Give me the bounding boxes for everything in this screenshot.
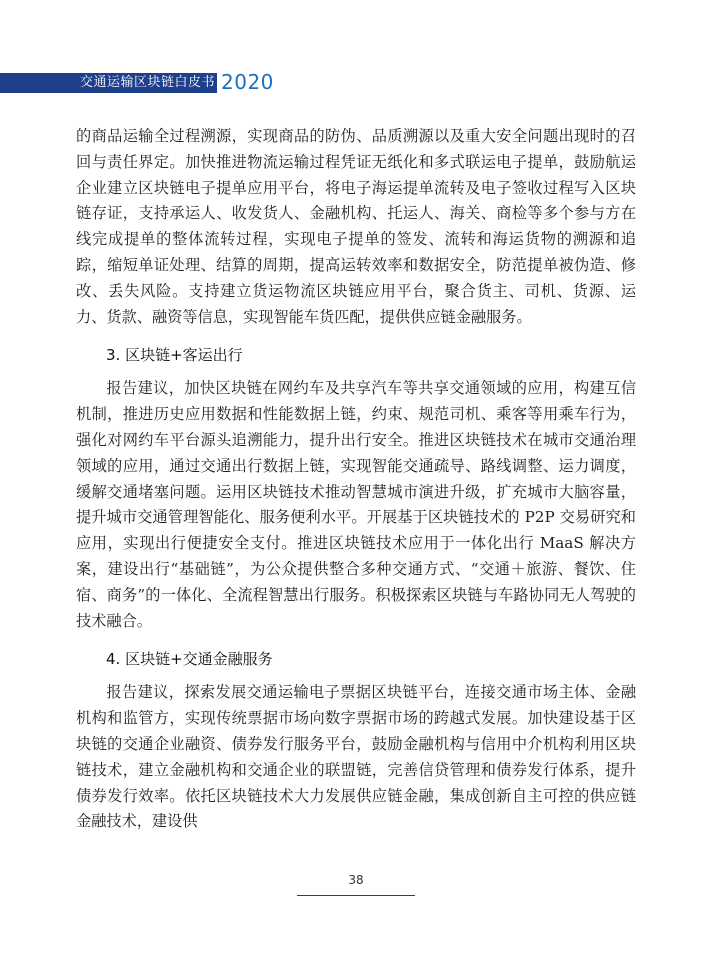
header-title: 交通运输区块链白皮书 [80, 75, 216, 90]
body-paragraph-3: 报告建议，探索发展交通运输电子票据区块链平台，连接交通市场主体、金融机构和监管方，实现传统票据市场向数字票据市场的跨越式发展。加快建设基于区块链的交通企业融资、债券发行服务平台，鼓励金融机构与信用中介机构利用区块链技术，建立金融机构和交通企业的联盟链，完善信贷管理和债券发行体系，提升债券发行效率。依托区块链技术大力发展供应链金融，集成创新自主可控的供应链金融技术，建设供 [76, 683, 636, 831]
page-number: 38 [348, 873, 364, 887]
body-paragraph-1: 的商品运输全过程溯源，实现商品的防伪、品质溯源以及重大安全问题出现时的召回与责任界定。加快推进物流运输过程凭证无纸化和多式联运电子提单，鼓励航运企业建立区块链电子提单应用平台，将电子海运提单流转及电子签收过程写入区块链存证，支持承运人、收发货人、金融机构、托运人、海关、商检等多个参与方在线完成提单的整体流转过程，实现电子提单的签发、流转和海运货物的溯源和追踪，缩短单证处理、结算的周期，提高运转效率和数据安全，防范提单被伪造、修改、丢失风险。支持建立货运物流区块链应用平台，聚合货主、司机、货源、运力、货款、融资等信息，实现智能车货匹配，提供供应链金融服务。 [76, 127, 636, 326]
page-content [76, 124, 636, 835]
section-heading-4: 4. 区块链+交通金融服务 [106, 650, 273, 669]
footer-line [297, 895, 415, 896]
header-year: 2020 [217, 68, 278, 96]
body-paragraph-2: 报告建议，加快区块链在网约车及共享汽车等共享交通领域的应用，构建互信机制，推进历史应用数据和性能数据上链，约束、规范司机、乘客等用乘车行为，强化对网约车平台源头追溯能力，提升出行安全。推进区块链技术在城市交通治理领域的应用，通过交通出行数据上链，实现智能交通疏导、路线调整、运力调度，缓解交通堵塞问题。运用区块链技术推动智慧城市演进升级，扩充城市大脑容量，提升城市交通管理智能化、服务便利水平。开展基于区块链技术的 P2P 交易研究和应用，实现出行便捷安全支付。推进区块链技术应用于一体化出行 MaaS 解决方案，建设出行“基础链”，为公众提供整合多种交通方式、“交通＋旅游、餐饮、住宿、商务”的一体化、全流程智慧出行服务。积极探索区块链与车路协同无人驾驶的技术融合。 [76, 379, 636, 630]
section-heading-3: 3. 区块链+客运出行 [106, 346, 243, 365]
